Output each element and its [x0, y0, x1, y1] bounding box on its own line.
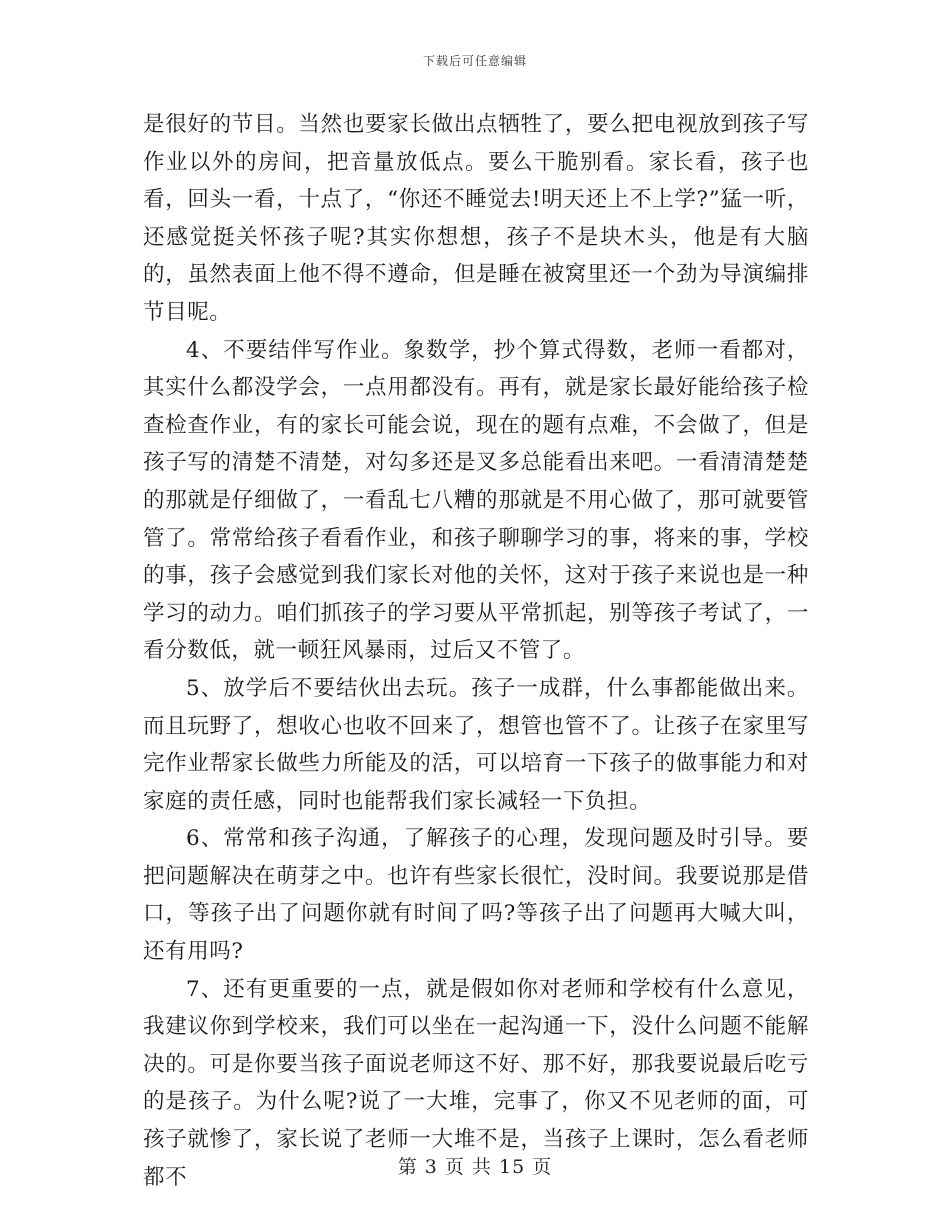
paragraph-item-6: 6、常常和孩子沟通，了解孩子的心理，发现问题及时引导。要把问题解决在萌芽之中。也许有些家长很忙，没时间。我要说那是借口，等孩子出了问题你就有时间了吗?等孩子出了问题再大喊大叫，还有用吗?	[143, 826, 809, 965]
document-body	[143, 106, 809, 1196]
page-header-note: 下载后可任意编辑	[422, 54, 527, 68]
paragraph-item-7: 7、还有更重要的一点，就是假如你对老师和学校有什么意见，我建议你到学校来，我们可以坐在一起沟通一下，没什么问题不能解决的。可是你要当孩子面说老师这不好、那不好，那我要说最后吃亏的是孩子。为什么呢?说了一大堆，完事了，你又不见老师的面，可孩子就惨了，家长说了老师一大堆不是，当孩子上课时，怎么看老师都不	[143, 976, 809, 1190]
page-number-footer: 第 3 页 共 15 页	[397, 1156, 553, 1178]
paragraph-continuation: 是很好的节目。当然也要家长做出点牺牲了，要么把电视放到孩子写作业以外的房间，把音量放低点。要么干脆别看。家长看，孩子也看，回头一看，十点了，“你还不睡觉去!明天还上不上学?”猛一听，还感觉挺关怀孩子呢?其实你想想，孩子不是块木头，他是有大脑的，虽然表面上他不得不遵命，但是睡在被窝里还一个劲为导演编排节目呢。	[143, 112, 809, 325]
paragraph-item-4: 4、不要结伴写作业。象数学，抄个算式得数，老师一看都对，其实什么都没学会，一点用都没有。再有，就是家长最好能给孩子检查检查作业，有的家长可能会说，现在的题有点难，不会做了，但是孩子写的清楚不清楚，对勾多还是叉多总能看出来吧。一看清清楚楚的那就是仔细做了，一看乱七八糟的那就是不用心做了，那可就要管管了。常常给孩子看看作业，和孩子聊聊学习的事，将来的事，学校的事，孩子会感觉到我们家长对他的关怀，这对于孩子来说也是一种学习的动力。咱们抓孩子的学习要从平常抓起，别等孩子考试了，一看分数低，就一顿狂风暴雨，过后又不管了。	[143, 337, 809, 664]
paragraph-item-5: 5、放学后不要结伙出去玩。孩子一成群，什么事都能做出来。而且玩野了，想收心也收不回来了，想管也管不了。让孩子在家里写完作业帮家长做些力所能及的活，可以培育一下孩子的做事能力和对家庭的责任感，同时也能帮我们家长减轻一下负担。	[143, 675, 809, 814]
